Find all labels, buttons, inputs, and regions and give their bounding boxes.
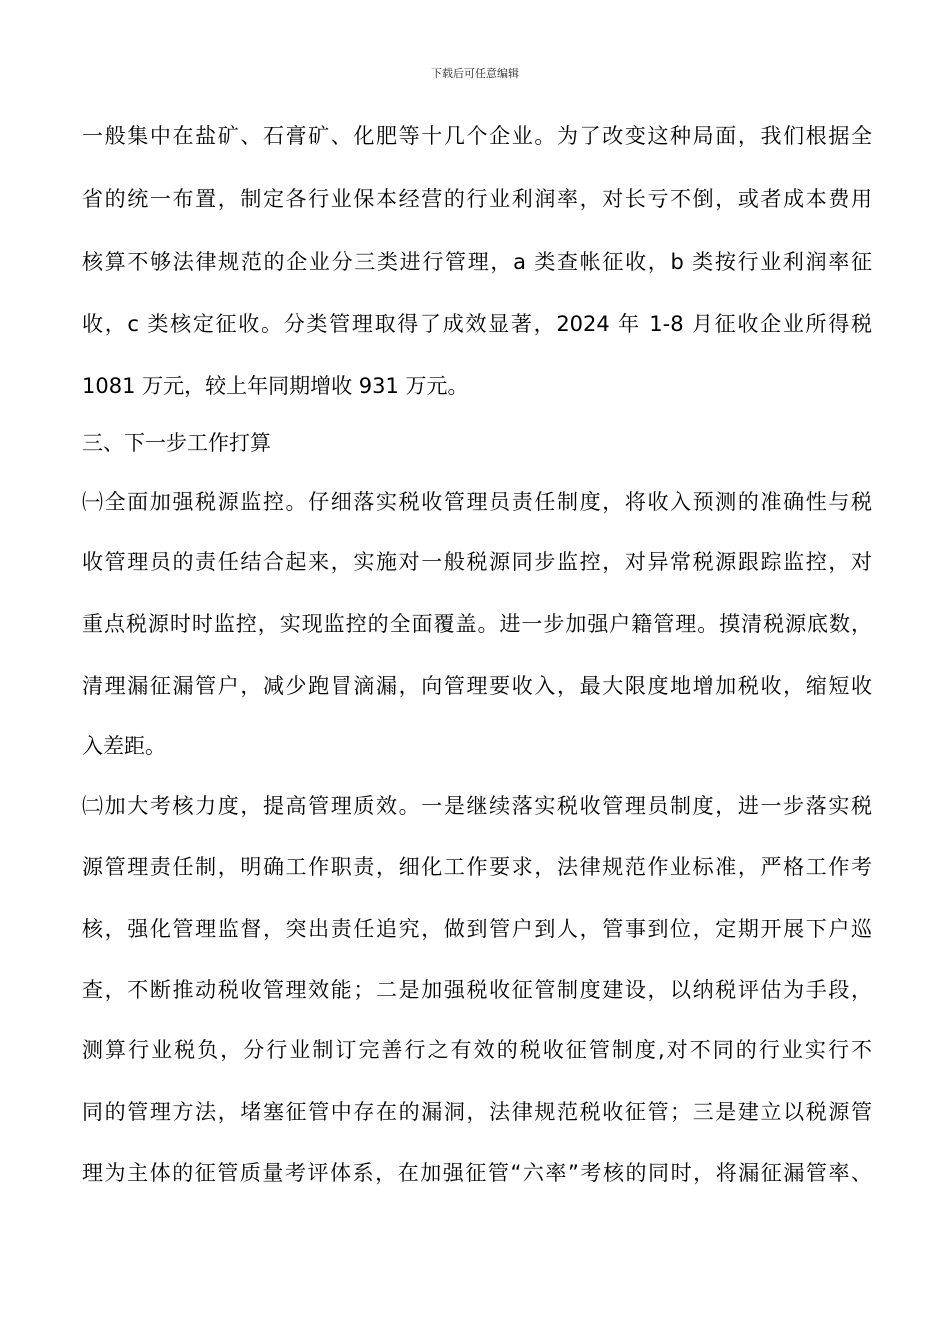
page-header: 下载后可任意编辑 — [431, 67, 519, 80]
text-line: 入差距。 — [82, 734, 166, 758]
text-line: 一般集中在盐矿、石膏矿、化肥等十几个企业。为了改变这种局面，我们根据全 — [82, 124, 872, 148]
text-line: 重点税源时时监控，实现监控的全面覆盖。进一步加强户籍管理。摸清税源底数， — [82, 612, 872, 636]
text-line: 核，强化管理监督，突出责任追究，做到管户到人，管事到位，定期开展下户巡 — [82, 917, 872, 941]
text-line: 测算行业税负，分行业制订完善行之有效的税收征管制度,对不同的行业实行不 — [82, 1038, 872, 1062]
text-line: ㈡加大考核力度，提高管理质效。一是继续落实税收管理员制度，进一步落实税 — [82, 794, 872, 818]
text-line: 理为主体的征管质量考评体系，在加强征管“六率”考核的同时，将漏征漏管率、 — [82, 1161, 872, 1185]
text-line: 同的管理方法，堵塞征管中存在的漏洞，法律规范税收征管；三是建立以税源管 — [82, 1100, 872, 1124]
section-heading: 三、下一步工作打算 — [82, 431, 271, 455]
text-line: 收，c 类核定征收。分类管理取得了成效显著，2024 年 1-8 月征收企业所得税 — [82, 312, 872, 336]
text-line: ㈠全面加强税源监控。仔细落实税收管理员责任制度，将收入预测的准确性与税 — [82, 490, 872, 514]
text-line: 收管理员的责任结合起来，实施对一般税源同步监控，对异常税源跟踪监控，对 — [82, 550, 872, 574]
text-line: 核算不够法律规范的企业分三类进行管理，a 类查帐征收，b 类按行业利润率征 — [82, 250, 872, 274]
text-line: 1081 万元，较上年同期增收 931 万元。 — [82, 374, 469, 398]
text-line: 源管理责任制，明确工作职责，细化工作要求，法律规范作业标准，严格工作考 — [82, 855, 872, 879]
text-line: 省的统一布置，制定各行业保本经营的行业利润率，对长亏不倒，或者成本费用 — [82, 187, 872, 211]
text-line: 查，不断推动税收管理效能；二是加强税收征管制度建设，以纳税评估为手段， — [82, 978, 872, 1002]
text-line: 清理漏征漏管户，减少跑冒滴漏，向管理要收入，最大限度地增加税收，缩短收 — [82, 674, 872, 698]
